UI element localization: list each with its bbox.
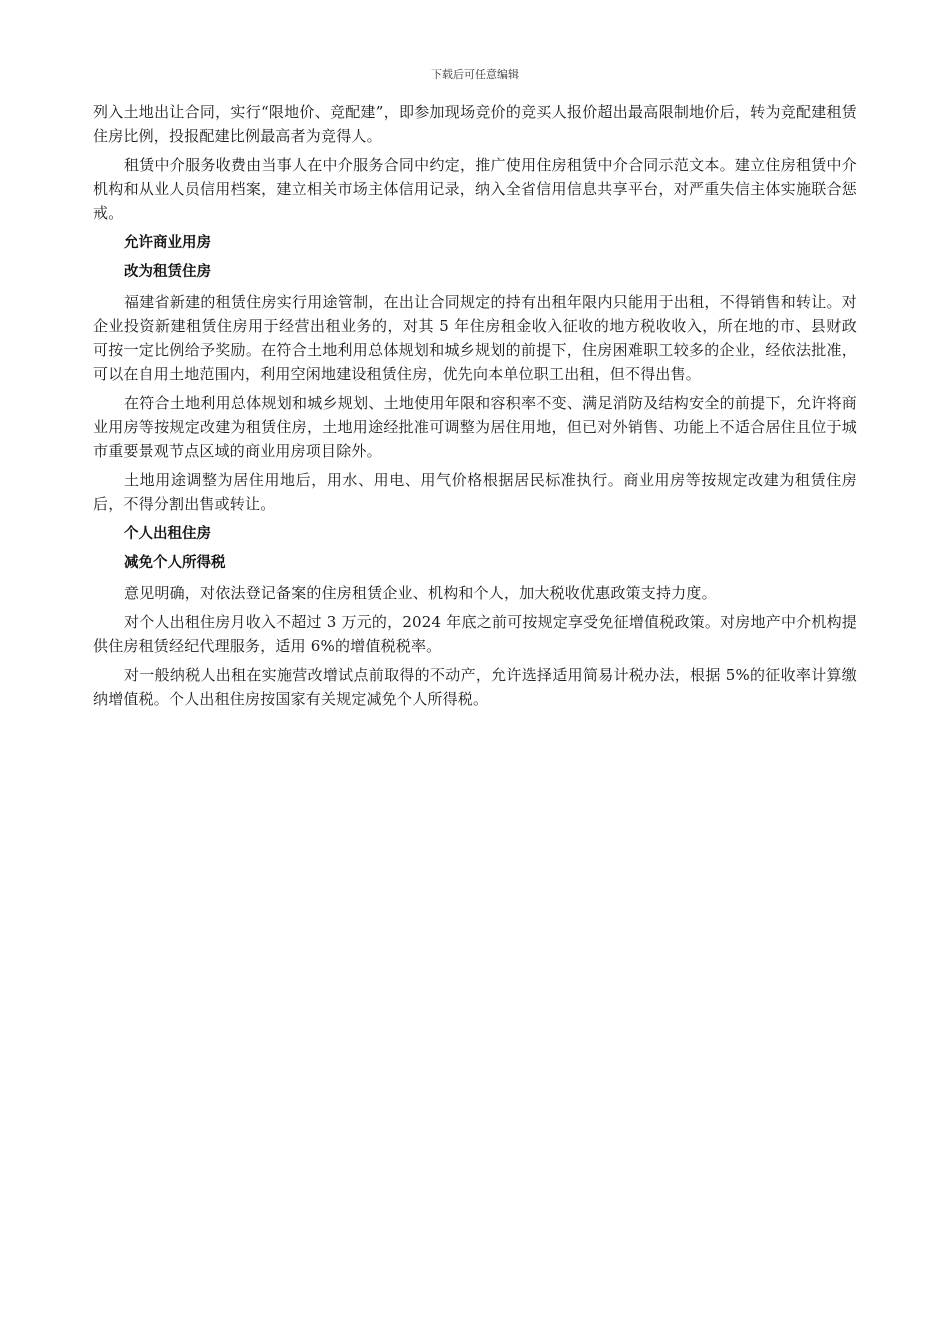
section-heading-personal-rental: 个人出租住房	[124, 526, 211, 542]
paragraph-tax-policy-support: 意见明确，对依法登记备案的住房租赁企业、机构和个人，加大税收优惠政策支持力度。	[124, 584, 717, 602]
page-header: 下载后可任意编辑	[431, 68, 519, 81]
paragraph-fujian-rental-use: 福建省新建的租赁住房实行用途管制，在出让合同规定的持有出租年限内只能用于出租，不得销售和转让。对企业投资新建租赁住房用于经营出租业务的，对其 5 年住房租金收入征收的地方税收收入，所在地的市、县财政可按一定比例给予奖励。在符合土地利用总体规划和城乡规划的前提下，住房困难职工较多的企业，经依法批准，可以在自用土地范围内，利用空闲地建设租赁住房，优先向本单位职工出租，但不得出售。	[93, 293, 857, 383]
document-body	[93, 100, 857, 716]
paragraph-commercial-conversion: 在符合土地利用总体规划和城乡规划、土地使用年限和容积率不变、满足消防及结构安全的前提下，允许将商业用房等按规定改建为租赁住房，土地用途经批准可调整为居住用地，但已对外销售、功能上不适合居住且位于城市重要景观节点区域的商业用房项目除外。	[93, 394, 857, 460]
paragraph-land-contract: 列入土地出让合同，实行“限地价、竞配建”，即参加现场竞价的竞买人报价超出最高限制地价后，转为竞配建租赁住房比例，投报配建比例最高者为竞得人。	[93, 103, 857, 145]
paragraph-utility-pricing: 土地用途调整为居住用地后，用水、用电、用气价格根据居民标准执行。商业用房等按规定改建为租赁住房后，不得分割出售或转让。	[93, 471, 857, 513]
section-subheading-tax-relief: 减免个人所得税	[124, 555, 226, 571]
paragraph-general-taxpayer: 对一般纳税人出租在实施营改增试点前取得的不动产，允许选择适用简易计税办法，根据 5%的征收率计算缴纳增值税。个人出租住房按国家有关规定减免个人所得税。	[93, 666, 857, 708]
section-subheading-rental-conversion: 改为租赁住房	[124, 264, 211, 280]
section-heading-commercial-housing: 允许商业用房	[124, 235, 211, 251]
paragraph-agency-fees: 租赁中介服务收费由当事人在中介服务合同中约定，推广使用住房租赁中介合同示范文本。建立住房租赁中介机构和从业人员信用档案，建立相关市场主体信用记录，纳入全省信用信息共享平台，对严重失信主体实施联合惩戒。	[93, 156, 857, 222]
paragraph-vat-exemption: 对个人出租住房月收入不超过 3 万元的，2024 年底之前可按规定享受免征增值税政策。对房地产中介机构提供住房租赁经纪代理服务，适用 6%的增值税税率。	[93, 613, 857, 655]
